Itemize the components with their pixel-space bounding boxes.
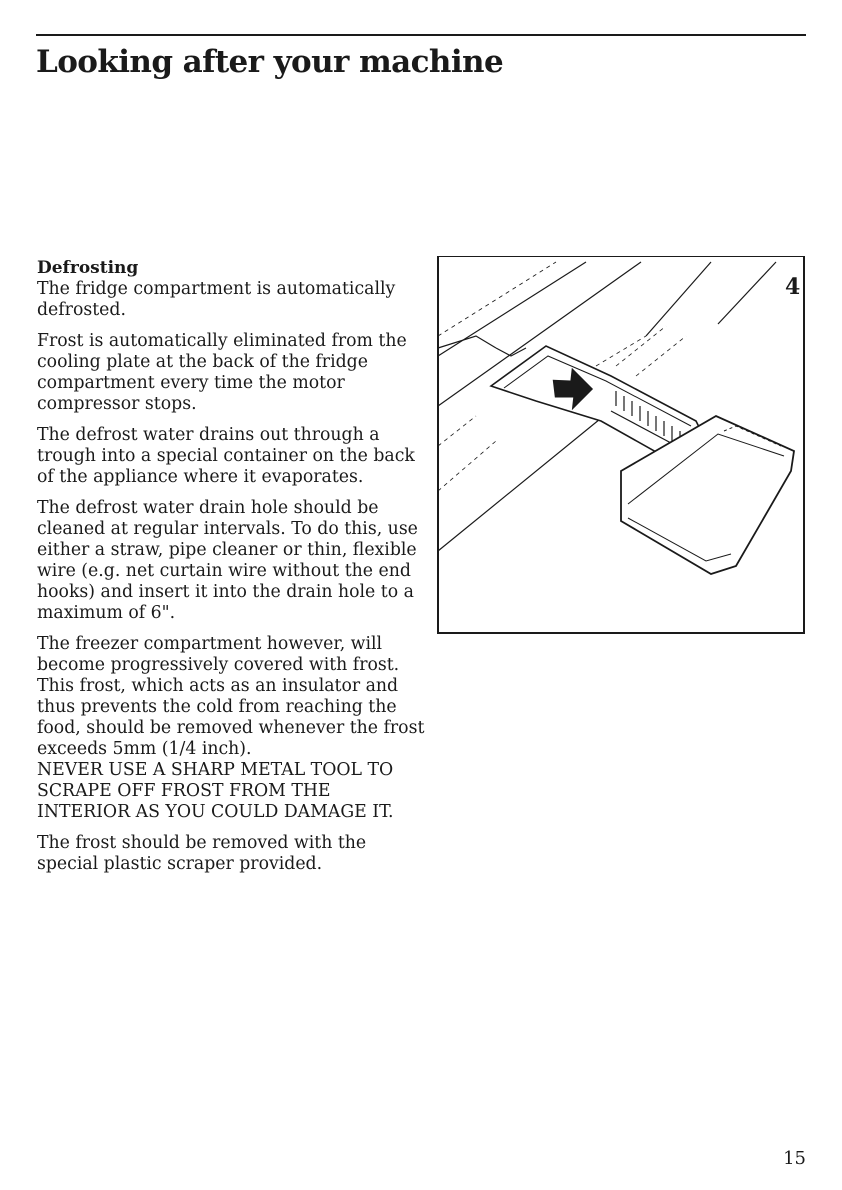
drain-trough-illustration bbox=[436, 256, 806, 636]
page-number: 15 bbox=[783, 1148, 806, 1169]
paragraph: The defrost water drains out through a trough into a special container on the back of the appliance where it evaporates. bbox=[37, 425, 415, 487]
page-title: Looking after your machine bbox=[36, 44, 504, 80]
paragraph: The freezer compartment however, will become progressively covered with frost. This frost, which acts as an insulator and thus prevents the cold from reaching the food, should be removed whenever the frost exceeds 5mm (1/4 inch). bbox=[37, 634, 425, 759]
paragraph: The fridge compartment is automatically defrosted. bbox=[37, 279, 396, 320]
paragraph: Frost is automatically eliminated from the cooling plate at the back of the fridge compartment every time the motor compressor stops. bbox=[37, 331, 407, 414]
warning-text: NEVER USE A SHARP METAL TOOL TO SCRAPE OFF FROST FROM THE INTERIOR AS YOU COULD DAMAGE IT. bbox=[37, 760, 394, 822]
illustration-svg bbox=[436, 256, 806, 636]
paragraph: The defrost water drain hole should be cleaned at regular intervals. To do this, use either a straw, pipe cleaner or thin, flexible wire (e.g. net curtain wire without the end hooks) and insert it into the drain hole to a maximum of 6". bbox=[37, 498, 418, 623]
text-column bbox=[37, 258, 427, 885]
closing-paragraph: The frost should be removed with the special plastic scraper provided. bbox=[37, 833, 367, 874]
section-heading: Defrosting bbox=[37, 258, 139, 278]
title-rule bbox=[36, 34, 806, 36]
figure-number: 4 bbox=[785, 274, 801, 300]
